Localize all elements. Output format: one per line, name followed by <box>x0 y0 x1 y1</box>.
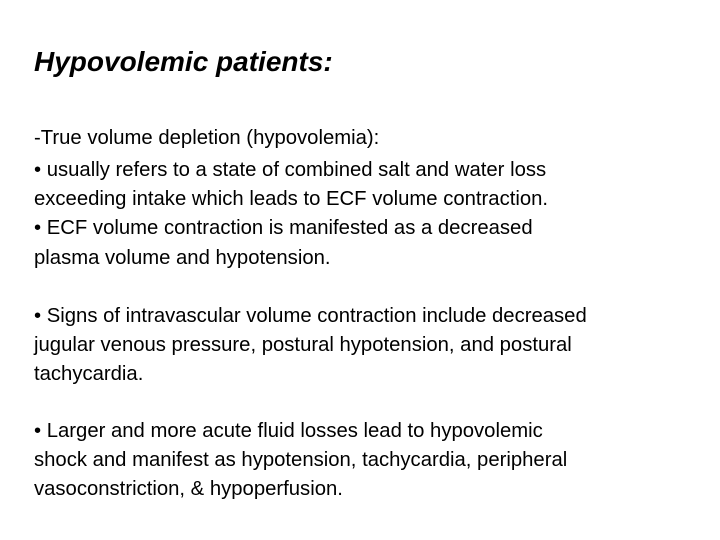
text-line: plasma volume and hypotension. <box>34 247 331 269</box>
text-line: tachycardia. <box>34 363 144 385</box>
text-line: -True volume depletion (hypovolemia): <box>34 127 380 149</box>
text-line: jugular venous pressure, postural hypotension, and postural <box>34 334 572 356</box>
text-line: shock and manifest as hypotension, tachycardia, peripheral <box>34 449 568 471</box>
slide-title: Hypovolemic patients: <box>34 46 333 77</box>
text-line: • usually refers to a state of combined salt and water loss <box>34 159 547 181</box>
text-line: • Larger and more acute fluid losses lead to hypovolemic <box>34 420 543 442</box>
text-line: vasoconstriction, & hypoperfusion. <box>34 478 343 500</box>
text-line: exceeding intake which leads to ECF volume contraction. <box>34 188 549 210</box>
text-line: • Signs of intravascular volume contraction include decreased <box>34 305 587 327</box>
text-line: • ECF volume contraction is manifested as a decreased <box>34 217 533 239</box>
